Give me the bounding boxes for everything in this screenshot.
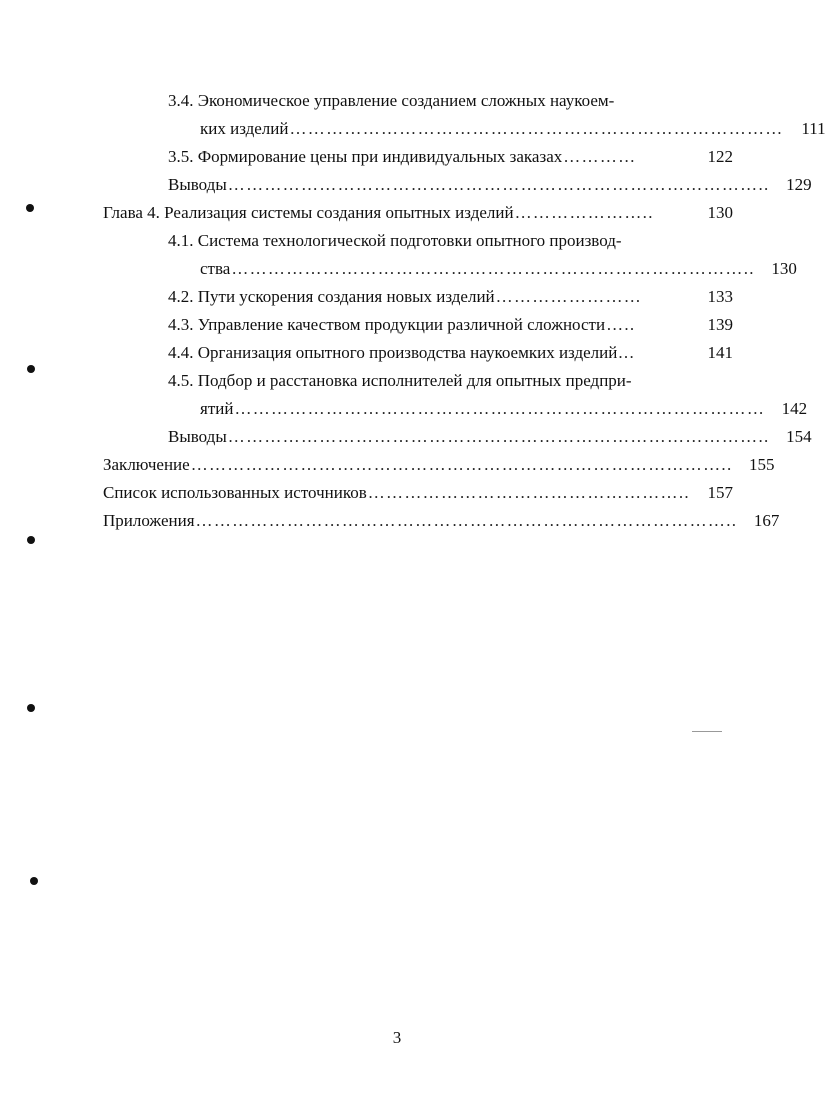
toc-entry — [168, 228, 698, 254]
toc-leader-dots: …………………………………………………………………………… — [234, 399, 766, 418]
toc-leader-dots: …………………………………………………………………………….. — [227, 427, 770, 446]
toc-entry — [103, 452, 775, 478]
toc-entry-title: ких изделий — [200, 119, 289, 138]
toc-entry — [200, 256, 797, 282]
toc-entry — [103, 508, 780, 534]
toc-leader-dots: ………………………………………………………………………….. — [231, 259, 755, 278]
toc-entry — [168, 144, 733, 170]
toc-page-number: 133 — [707, 287, 733, 306]
toc-leader-dots: ……………………………………………………………………… — [289, 119, 784, 138]
toc-entry-title: Выводы — [168, 175, 227, 194]
toc-page-number: 130 — [707, 203, 733, 222]
toc-entry-title: 4.4. Организация опытного производства наукоемких изделий — [168, 343, 618, 362]
toc-entry-title: 4.2. Пути ускорения создания новых изделий — [168, 287, 495, 306]
toc-entry — [103, 480, 733, 506]
scan-speck — [692, 731, 722, 732]
toc-entry-title: Глава 4. Реализация системы создания опытных изделий — [103, 203, 514, 222]
toc-entry-title: 4.5. Подбор и расстановка исполнителей для опытных предпри- — [168, 371, 632, 390]
margin-bullet — [27, 365, 35, 373]
toc-entry — [103, 200, 733, 226]
toc-entry — [168, 368, 698, 394]
margin-bullet — [27, 704, 35, 712]
toc-leader-dots: ………………….. — [514, 203, 654, 222]
toc-entry-title: 4.1. Система технологической подготовки опытного производ- — [168, 231, 622, 250]
toc-page-number: 157 — [707, 483, 733, 502]
toc-entry — [200, 116, 826, 142]
toc-page-number: 111 — [801, 119, 826, 138]
toc-page-number: 141 — [707, 343, 733, 362]
toc-leader-dots: …………………………………………………………………………….. — [227, 175, 770, 194]
toc-page-number: 155 — [749, 455, 775, 474]
toc-leader-dots: …………………………………………….. — [367, 483, 690, 502]
toc-page-number: 129 — [786, 175, 812, 194]
toc-entry-title: Выводы — [168, 427, 227, 446]
toc-page-number: 167 — [753, 511, 780, 530]
toc-page-number: 122 — [707, 147, 733, 166]
toc-leader-dots: ………… — [563, 147, 637, 166]
toc-entry — [168, 172, 812, 198]
toc-entry-title: 4.3. Управление качеством продукции различной сложности — [168, 315, 606, 334]
toc-leader-dots: …………………… — [495, 287, 643, 306]
toc-entry-title: ства — [200, 259, 231, 278]
toc-entry — [168, 88, 698, 114]
toc-page-number: 130 — [771, 259, 797, 278]
toc-entry — [168, 340, 733, 366]
margin-bullet — [27, 536, 35, 544]
toc-entry — [168, 424, 812, 450]
toc-page-number: 154 — [786, 427, 812, 446]
margin-bullet — [30, 877, 38, 885]
toc-leader-dots: ….. — [606, 315, 636, 334]
toc-entry-title: ятий — [200, 399, 234, 418]
toc-entry-title: Приложения — [103, 511, 195, 530]
toc-entry — [168, 284, 733, 310]
toc-entry-title: 3.4. Экономическое управление созданием сложных наукоем- — [168, 91, 615, 110]
toc-entry — [200, 396, 808, 422]
page-number: 3 — [392, 1028, 402, 1047]
margin-bullet — [26, 204, 34, 212]
toc-entry-title: 3.5. Формирование цены при индивидуальных заказах — [168, 147, 563, 166]
toc-leader-dots: …………………………………………………………………………….. — [195, 511, 738, 530]
toc-page-number: 139 — [707, 315, 733, 334]
toc-entry-title: Заключение — [103, 455, 190, 474]
toc-entry-title: Список использованных источников — [103, 483, 367, 502]
toc-leader-dots: ... — [618, 343, 635, 362]
toc-page-number: 142 — [781, 399, 808, 418]
toc-leader-dots: …………………………………………………………………………….. — [190, 455, 733, 474]
toc-entry — [168, 312, 733, 338]
